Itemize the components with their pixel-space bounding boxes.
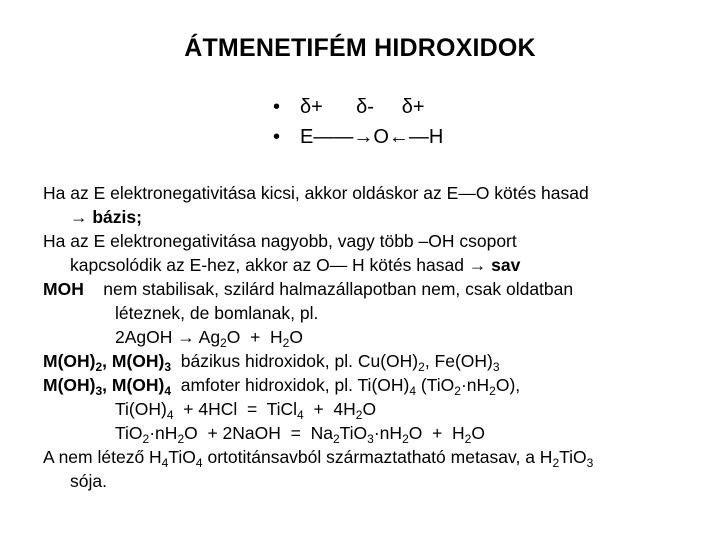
text-segment: ortotitánsavból származtatható metasav, a H xyxy=(202,447,553,467)
subscript: 2 xyxy=(332,432,340,446)
slide-title: ÁTMENETIFÉM HIDROXIDOK xyxy=(184,34,536,62)
subscript: 2 xyxy=(220,336,227,350)
text-segment: ·nH xyxy=(373,423,403,443)
text-segment: , M(OH) xyxy=(102,351,165,371)
bond-diagram xyxy=(273,92,444,152)
text-line xyxy=(43,325,713,349)
text-segment: MOH xyxy=(43,279,84,299)
subscript: 2 xyxy=(177,432,185,446)
body-text xyxy=(43,181,713,493)
bullet-dot: • xyxy=(273,96,281,118)
text-segment: TiO xyxy=(559,447,587,467)
text-segment: O xyxy=(471,423,485,443)
text-segment: sav xyxy=(491,255,521,275)
subscript: 3 xyxy=(95,384,103,398)
text-segment: kapcsolódik az E-hez, akkor az O— H kötés hasad → xyxy=(70,255,492,275)
subscript: 2 xyxy=(418,360,425,374)
subscript: 3 xyxy=(164,360,172,374)
text-line xyxy=(43,469,713,493)
subscript: 3 xyxy=(367,432,374,446)
text-segment: bázikus hidroxidok, pl. Cu(OH) xyxy=(171,351,419,371)
text-segment: nem stabilisak, szilárd halmazállapotban nem, csak oldatban xyxy=(83,279,574,299)
text-line xyxy=(43,181,713,205)
subscript: 3 xyxy=(586,456,594,470)
text-segment: Ha az E elektronegativitása nagyobb, vagy több –OH csoport xyxy=(43,231,517,251)
text-segment: M(OH) xyxy=(43,351,96,371)
text-line xyxy=(43,277,713,301)
bullet-row-bonds xyxy=(273,122,444,152)
subscript: 4 xyxy=(297,408,304,422)
subscript: 4 xyxy=(164,384,172,398)
subscript: 2 xyxy=(142,432,150,446)
text-line xyxy=(43,349,713,373)
text-segment: ·nH xyxy=(460,375,490,395)
text-segment: (TiO xyxy=(416,375,455,395)
text-segment: TiO xyxy=(115,423,143,443)
text-segment: O + 2NaOH = Na xyxy=(184,423,333,443)
text-segment: → bázis; xyxy=(70,207,142,227)
text-line xyxy=(43,397,713,421)
text-segment: O + H xyxy=(408,423,465,443)
subscript: 4 xyxy=(161,456,169,470)
text-segment: O), xyxy=(495,375,521,395)
subscript: 4 xyxy=(166,408,174,422)
subscript: 2 xyxy=(552,456,560,470)
text-segment: O + H xyxy=(226,327,283,347)
text-segment: , Fe(OH) xyxy=(424,351,493,371)
subscript: 2 xyxy=(489,384,496,398)
text-segment: ·nH xyxy=(149,423,178,443)
subscript: 4 xyxy=(409,384,417,398)
text-segment: Ha az E elektronegativitása kicsi, akkor oldáskor az E—O kötés hasad xyxy=(43,183,589,203)
text-segment: O xyxy=(289,327,303,347)
text-segment: Ti(OH) xyxy=(115,399,167,419)
partial-charges: δ+ δ- δ+ xyxy=(300,96,425,118)
text-segment: TiO xyxy=(168,447,196,467)
text-line xyxy=(43,445,713,469)
text-segment: + 4HCl = TiCl xyxy=(173,399,298,419)
text-segment: TiO xyxy=(339,423,368,443)
subscript: 2 xyxy=(454,384,461,398)
bullet-row-charges xyxy=(273,92,425,122)
subscript: 4 xyxy=(195,456,203,470)
subscript: 2 xyxy=(95,360,103,374)
text-segment: O xyxy=(362,399,377,419)
text-segment: sója. xyxy=(70,471,107,491)
text-segment: 2AgOH → Ag xyxy=(115,327,221,347)
text-line xyxy=(43,253,713,277)
text-segment: A nem létező H xyxy=(43,447,162,467)
text-segment: léteznek, de bomlanak, pl. xyxy=(115,303,319,323)
subscript: 3 xyxy=(492,360,500,374)
subscript: 2 xyxy=(355,408,363,422)
subscript: 2 xyxy=(402,432,409,446)
text-line xyxy=(43,229,713,253)
subscript: 2 xyxy=(282,336,290,350)
bullet-dot: • xyxy=(273,126,281,148)
text-line xyxy=(43,205,713,229)
text-line xyxy=(43,373,713,397)
text-line xyxy=(43,421,713,445)
bond-arrows: E——→O←—H xyxy=(300,126,444,148)
text-segment: + 4H xyxy=(303,399,356,419)
subscript: 2 xyxy=(464,432,472,446)
text-segment: amfoter hidroxidok, pl. Ti(OH) xyxy=(171,375,410,395)
text-line xyxy=(43,301,713,325)
text-segment: M(OH) xyxy=(43,375,96,395)
text-segment: , M(OH) xyxy=(102,375,165,395)
